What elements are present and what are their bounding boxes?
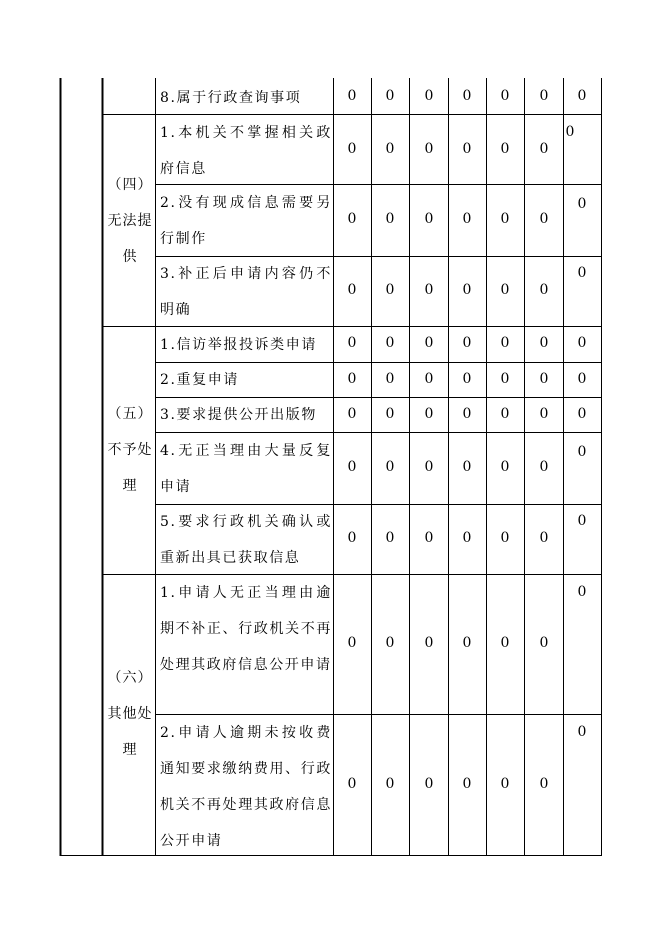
value-cell: 0 [577,371,587,387]
value-cell: 0 [539,459,549,475]
value-cell: 0 [500,88,510,104]
value-cell: 0 [565,124,575,140]
value-cell: 0 [500,335,510,351]
value-cell: 0 [462,635,472,651]
row-label: 8.属于行政查询事项 [160,90,302,106]
category-label: （六）其他处理 [107,670,153,758]
value-cell: 0 [385,530,395,546]
row-label: 5.要求行政机关确认或重新出具已获取信息 [160,514,332,566]
value-cell: 0 [500,530,510,546]
value-cell: 0 [539,282,549,298]
value-cell: 0 [424,459,434,475]
value-cell: 0 [462,530,472,546]
row-label: 2.没有现成信息需要另行制作 [160,195,332,247]
value-cell: 0 [577,335,587,351]
value-cell: 0 [539,406,549,422]
value-cell: 0 [500,211,510,227]
row-label: 2.重复申请 [160,372,239,388]
value-cell: 0 [500,776,510,792]
value-cell: 0 [347,211,357,227]
value-cell: 0 [347,371,357,387]
value-cell: 0 [385,141,395,157]
value-cell: 0 [500,141,510,157]
value-cell: 0 [347,335,357,351]
value-cell: 0 [577,196,587,212]
category-label: （五）不予处理 [107,406,153,494]
value-cell: 0 [347,406,357,422]
value-cell: 0 [462,459,472,475]
value-cell: 0 [462,776,472,792]
value-cell: 0 [385,635,395,651]
value-cell: 0 [577,265,587,281]
value-cell: 0 [539,141,549,157]
row-label: 4.无正当理由大量反复申请 [160,443,332,495]
value-cell: 0 [462,406,472,422]
value-cell: 0 [539,635,549,651]
value-cell: 0 [347,776,357,792]
value-cell: 0 [539,530,549,546]
value-cell: 0 [385,282,395,298]
value-cell: 0 [347,459,357,475]
value-cell: 0 [500,282,510,298]
value-cell: 0 [539,371,549,387]
value-cell: 0 [347,530,357,546]
value-cell: 0 [462,88,472,104]
value-cell: 0 [385,371,395,387]
value-cell: 0 [347,635,357,651]
value-cell: 0 [500,459,510,475]
value-cell: 0 [424,335,434,351]
value-cell: 0 [462,335,472,351]
value-cell: 0 [424,141,434,157]
value-cell: 0 [347,141,357,157]
value-cell: 0 [500,406,510,422]
row-label: 3.补正后申请内容仍不明确 [160,266,332,318]
row-label: 3.要求提供公开出版物 [160,407,317,423]
value-cell: 0 [385,459,395,475]
value-cell: 0 [577,584,587,600]
value-cell: 0 [424,282,434,298]
value-cell: 0 [424,776,434,792]
value-cell: 0 [385,88,395,104]
value-cell: 0 [385,776,395,792]
value-cell: 0 [577,88,587,104]
value-cell: 0 [424,406,434,422]
value-cell: 0 [424,371,434,387]
row-label: 1.申请人无正当理由逾期不补正、行政机关不再处理其政府信息公开申请 [160,585,332,673]
value-cell: 0 [462,282,472,298]
value-cell: 0 [462,141,472,157]
value-cell: 0 [577,724,587,740]
value-cell: 0 [424,635,434,651]
row-label: 1.本机关不掌握相关政府信息 [160,125,332,177]
value-cell: 0 [347,282,357,298]
value-cell: 0 [385,211,395,227]
value-cell: 0 [500,371,510,387]
value-cell: 0 [385,335,395,351]
value-cell: 0 [424,88,434,104]
value-cell: 0 [577,406,587,422]
value-cell: 0 [539,88,549,104]
category-label: （四）无法提供 [107,177,153,265]
row-label: 2.申请人逾期未按收费通知要求缴纳费用、行政机关不再处理其政府信息公开申请 [160,725,332,849]
value-cell: 0 [347,88,357,104]
value-cell: 0 [577,444,587,460]
value-cell: 0 [577,513,587,529]
value-cell: 0 [462,371,472,387]
value-cell: 0 [462,211,472,227]
value-cell: 0 [539,776,549,792]
value-cell: 0 [424,530,434,546]
value-cell: 0 [385,406,395,422]
value-cell: 0 [500,635,510,651]
value-cell: 0 [539,211,549,227]
row-label: 1.信访举报投诉类申请 [160,337,317,353]
value-cell: 0 [539,335,549,351]
value-cell: 0 [424,211,434,227]
